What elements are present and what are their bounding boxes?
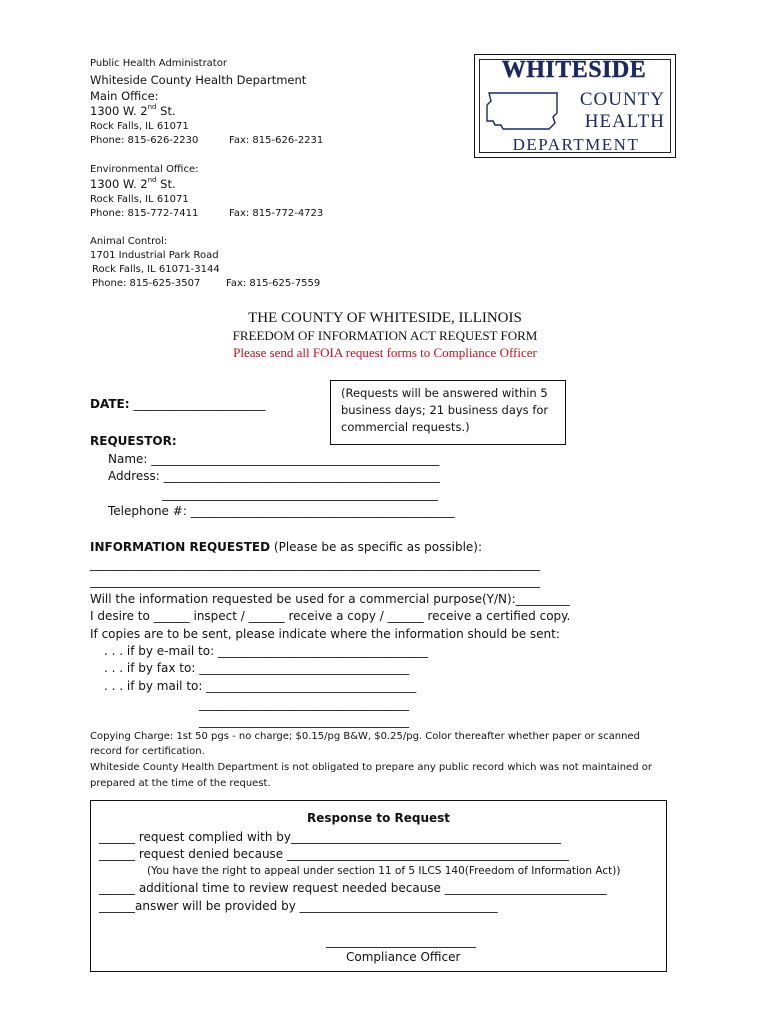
name-field[interactable]: Name: ________________________________________________ xyxy=(108,452,440,466)
additional-time-field[interactable]: ______ additional time to review request needed because ___________________________ xyxy=(99,881,607,895)
date-field[interactable]: DATE: ______________________ xyxy=(90,397,266,411)
form-title-instruction: Please send all FOIA request forms to Compliance Officer xyxy=(233,345,537,360)
form-title-county: THE COUNTY OF WHITESIDE, ILLINOIS xyxy=(248,310,522,326)
main-office-label: Main Office: xyxy=(90,89,159,103)
copying-charge-text-2: record for certification. xyxy=(90,746,205,757)
logo-line-2: COUNTY xyxy=(579,89,665,110)
main-office-fax: Fax: 815-626-2231 xyxy=(229,135,324,146)
fax-field[interactable]: . . . if by fax to: ___________________________________ xyxy=(104,661,410,675)
requestor-label: REQUESTOR: xyxy=(90,434,177,448)
animal-control-street: 1701 Industrial Park Road xyxy=(90,250,219,261)
information-requested-label: INFORMATION REQUESTED (Please be as specific as possible): xyxy=(90,540,483,554)
admin-title: Public Health Administrator xyxy=(90,58,227,69)
animal-control-label: Animal Control: xyxy=(90,236,168,247)
complied-field[interactable]: ______ request complied with by_____________________________________________ xyxy=(99,830,561,844)
county-map-icon xyxy=(483,91,561,131)
env-office-fax: Fax: 815-772-4723 xyxy=(229,208,324,219)
main-office-phone: Phone: 815-626-2230 xyxy=(90,135,199,146)
appeal-rights-text: (You have the right to appeal under section 11 of 5 ILCS 140(Freedom of Information Act)) xyxy=(147,865,621,877)
compliance-officer-label: Compliance Officer xyxy=(346,950,461,964)
obligation-text: Whiteside County Health Department is not obligated to prepare any public record which was not maintained or xyxy=(90,762,652,773)
mail-field-line-2[interactable]: ___________________________________ xyxy=(199,697,409,711)
main-office-city: Rock Falls, IL 61071 xyxy=(90,121,189,132)
information-line-2[interactable]: ___________________________________________________________________________ xyxy=(90,574,540,588)
obligation-text-2: prepared at the time of the request. xyxy=(90,778,271,789)
telephone-field[interactable]: Telephone #: ____________________________________________ xyxy=(108,504,455,518)
answer-provided-field[interactable]: ______answer will be provided by _________________________________ xyxy=(99,899,498,913)
mail-field[interactable]: . . . if by mail to: ___________________________________ xyxy=(104,679,417,693)
animal-control-phone: Phone: 815-625-3507 xyxy=(92,278,201,289)
env-office-label: Environmental Office: xyxy=(90,164,199,175)
address-field[interactable]: Address: ______________________________________________ xyxy=(108,469,440,483)
main-office-street: 1300 W. 2nd St. xyxy=(90,103,176,118)
commercial-purpose-field[interactable]: Will the information requested be used for a commercial purpose(Y/N):_________ xyxy=(90,592,570,606)
signature-line[interactable]: _________________________ xyxy=(326,934,476,948)
response-time-note: (Requests will be answered within 5 business days; 21 business days for commercial requests.) xyxy=(341,386,549,434)
address-field-line-2[interactable]: ______________________________________________ xyxy=(162,487,438,501)
logo-line-1: WHITESIDE xyxy=(501,57,647,83)
response-to-request-box xyxy=(90,800,667,972)
form-title-foia: FREEDOM OF INFORMATION ACT REQUEST FORM xyxy=(232,328,538,343)
copies-sent-instruction: If copies are to be sent, please indicate where the information should be sent: xyxy=(90,627,560,641)
logo-line-3: HEALTH xyxy=(584,111,665,132)
copy-preference-field[interactable]: I desire to ______ inspect / ______ receive a copy / ______ receive a certified copy. xyxy=(90,609,571,623)
response-title: Response to Request xyxy=(306,811,451,825)
information-line-1[interactable]: ___________________________________________________________________________ xyxy=(90,557,540,571)
env-office-phone: Phone: 815-772-7411 xyxy=(90,208,199,219)
env-office-city: Rock Falls, IL 61071 xyxy=(90,194,189,205)
response-time-note-box xyxy=(330,380,566,445)
department-name: Whiteside County Health Department xyxy=(90,73,307,87)
denied-field[interactable]: ______ request denied because _______________________________________________ xyxy=(99,847,570,861)
env-office-street: 1300 W. 2nd St. xyxy=(90,176,176,191)
animal-control-city: Rock Falls, IL 61071-3144 xyxy=(92,264,220,275)
copying-charge-text: Copying Charge: 1st 50 pgs - no charge; $0.15/pg B&W, $0.25/pg. Color thereafter whether paper or scanned xyxy=(90,731,640,742)
mail-field-line-3[interactable]: ___________________________________ xyxy=(199,714,409,728)
department-logo xyxy=(474,54,676,158)
animal-control-fax: Fax: 815-625-7559 xyxy=(226,278,321,289)
logo-line-4: DEPARTMENT xyxy=(512,135,640,154)
email-field[interactable]: . . . if by e-mail to: ___________________________________ xyxy=(104,644,428,658)
